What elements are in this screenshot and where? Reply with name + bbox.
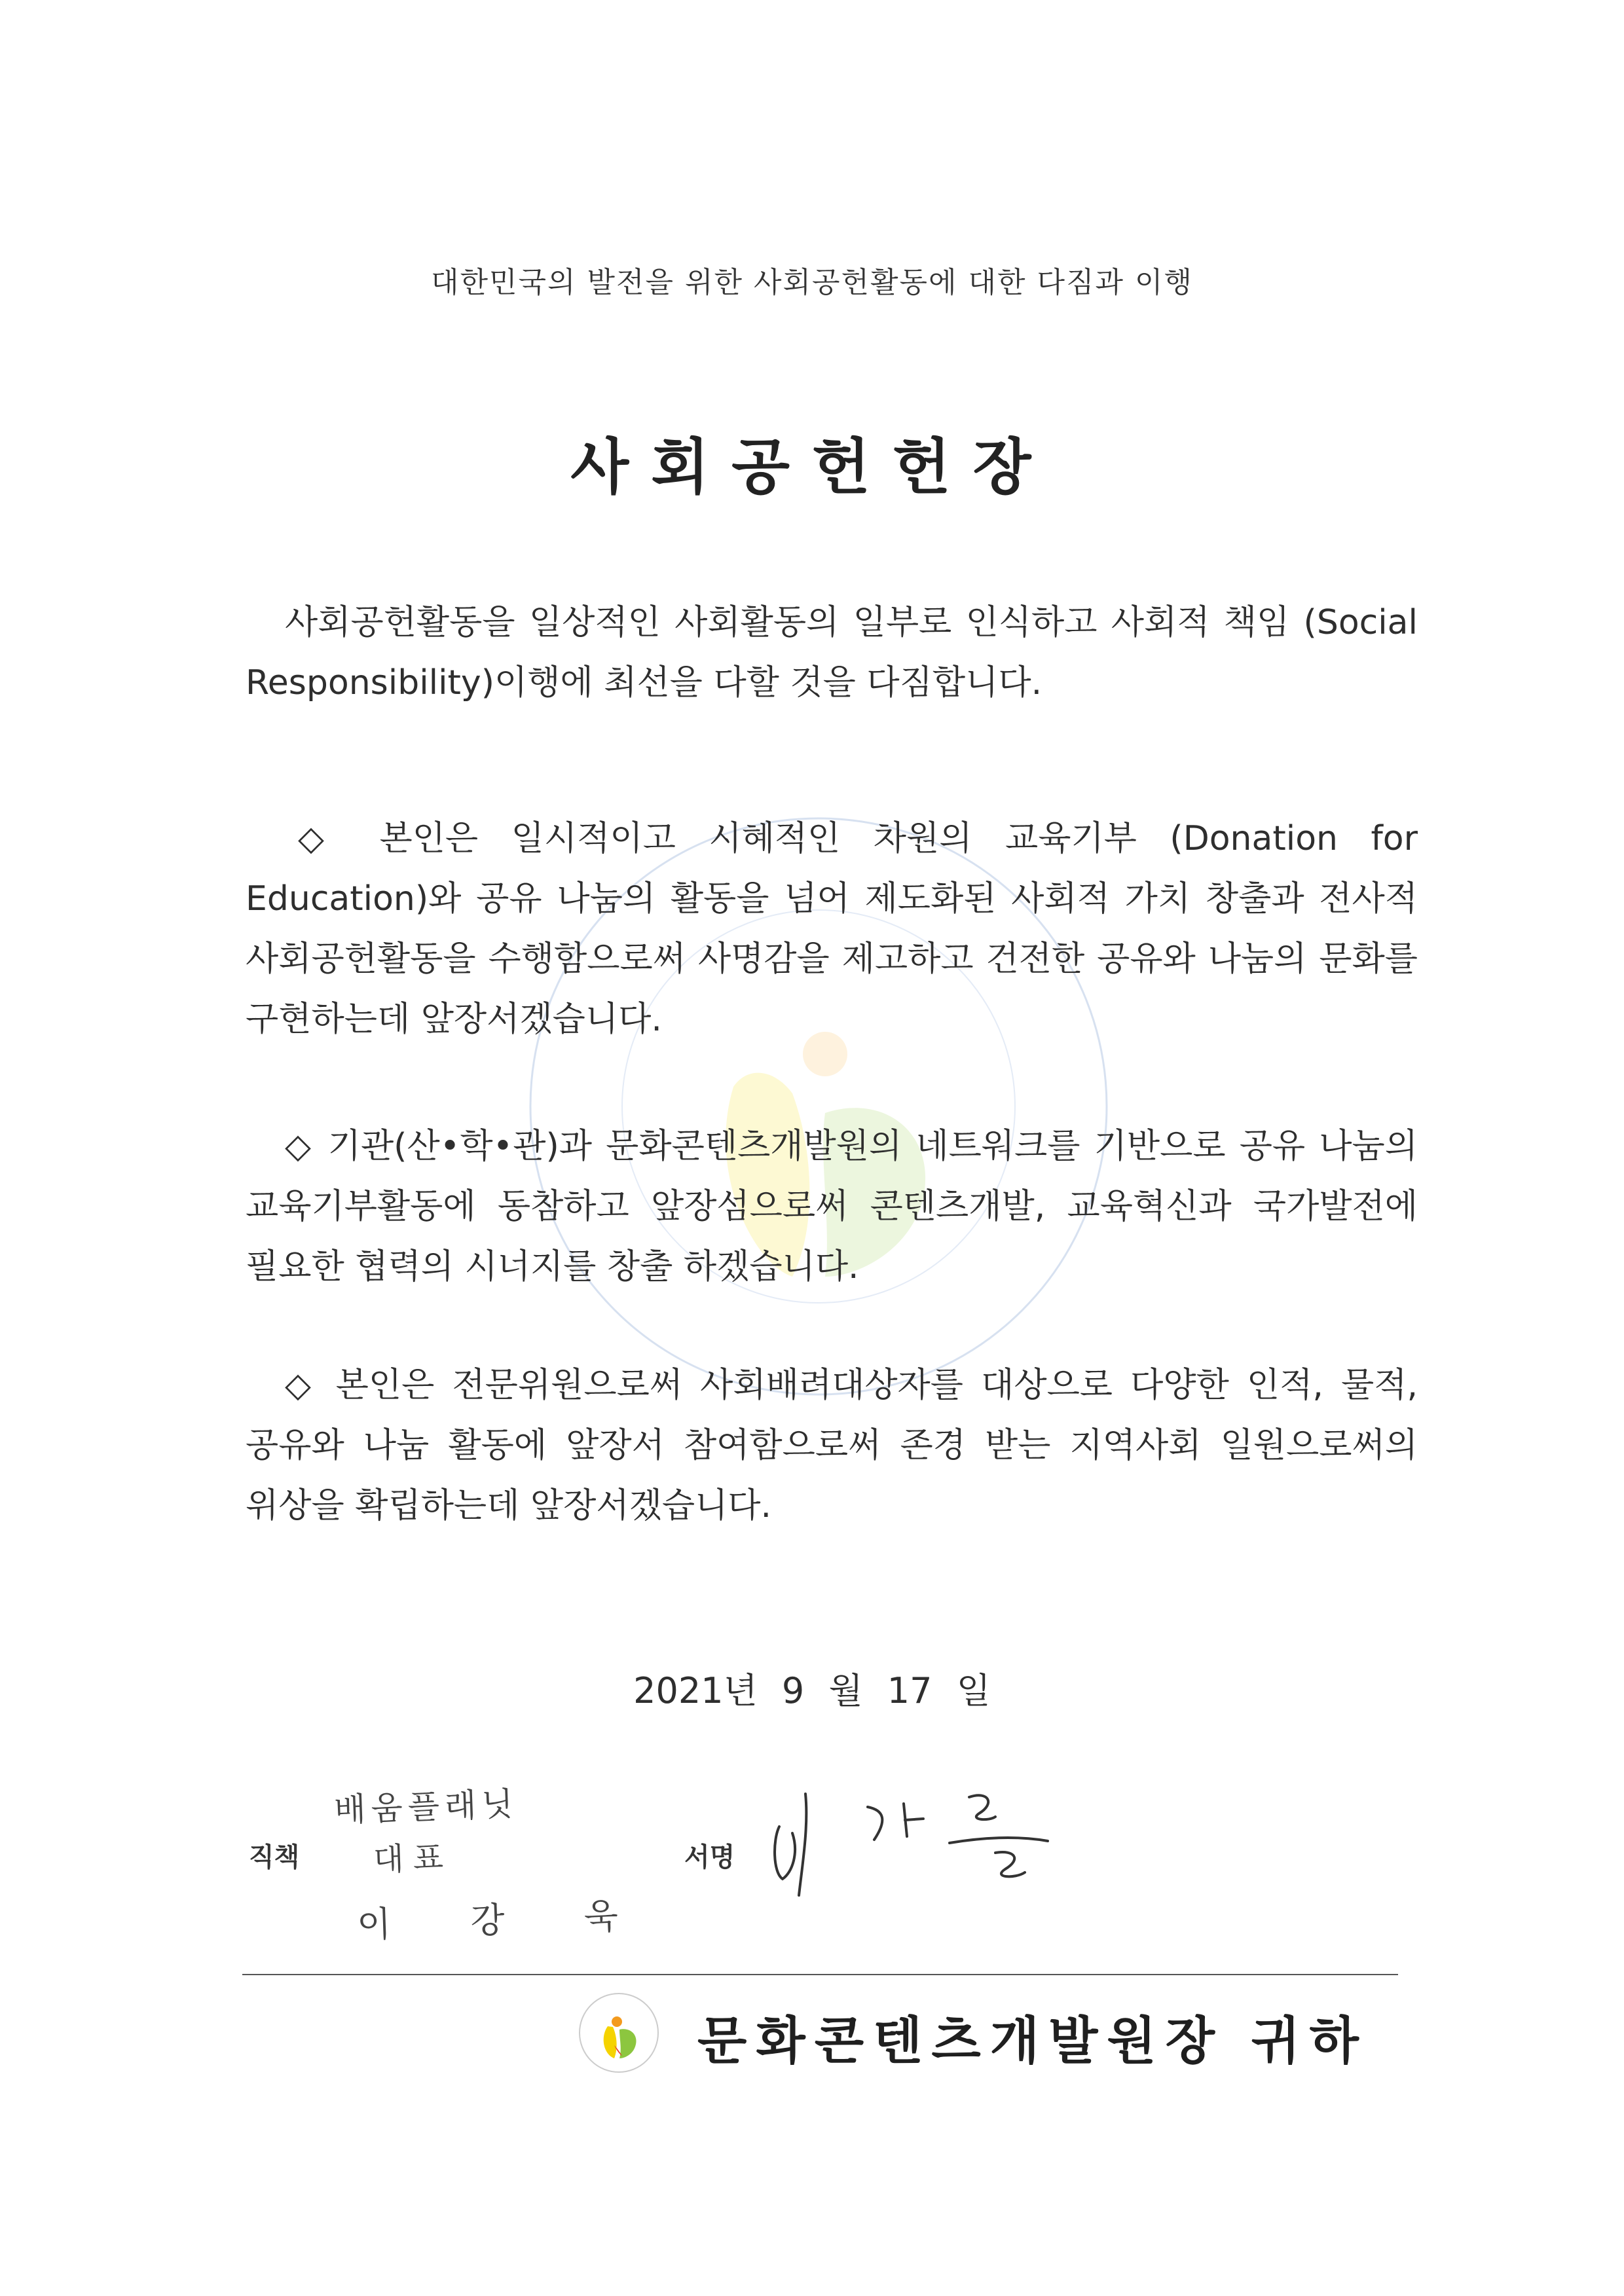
- institute-logo-icon: [576, 1990, 661, 2075]
- footer-divider: [242, 1974, 1398, 1975]
- signature-label: 서명: [684, 1842, 735, 1872]
- handwritten-role: 대표: [373, 1838, 453, 1879]
- document-subtitle: 대한민국의 발전을 위한 사회공헌활동에 대한 다짐과 이행: [430, 266, 1193, 299]
- handwritten-name: 이 강 욱: [356, 1894, 653, 1946]
- position-label: 직책: [249, 1842, 300, 1872]
- clause-3: ◇ 본인은 전문위원으로써 사회배려대상자를 대상으로 다양한 인적, 물적, 공유와 나눔 활동에 앞장서 참여함으로써 존경 받는 지역사회 일원으로써의 위상을 확립하는데 앞장서겠습니다.: [246, 1366, 1418, 1525]
- handwritten-organization: 배움플래닛: [333, 1785, 519, 1829]
- intro-paragraph: 사회공헌활동을 일상적인 사회활동의 일부로 인식하고 사회적 책임 (Social Responsibility)이행에 최선을 다할 것을 다짐합니다.: [246, 603, 1418, 702]
- handwritten-signature: [753, 1781, 1054, 1899]
- clause-1: ◇ 본인은 일시적이고 시혜적인 차원의 교육기부 (Donation for Education)와 공유 나눔의 활동을 넘어 제도화된 사회적 가치 창출과 전사적 사회공헌활동을 수행함으로써 사명감을 제고하고 건전한 공유와 나눔의 문화를 구현하는데 앞장서겠습니다.: [246, 819, 1418, 1039]
- document-date: 2021년 9 월 17 일: [633, 1670, 991, 1711]
- recipient-line: 문화콘텐츠개발원장 귀하: [697, 2011, 1368, 2071]
- document-title: 사회공헌헌장: [570, 432, 1054, 502]
- clause-2: ◇ 기관(산•학•관)과 문화콘텐츠개발원의 네트워크를 기반으로 공유 나눔의 교육기부활동에 동참하고 앞장섬으로써 콘텐츠개발, 교육혁신과 국가발전에 필요한 협력의 시너지를 창출 하겠습니다.: [246, 1127, 1418, 1286]
